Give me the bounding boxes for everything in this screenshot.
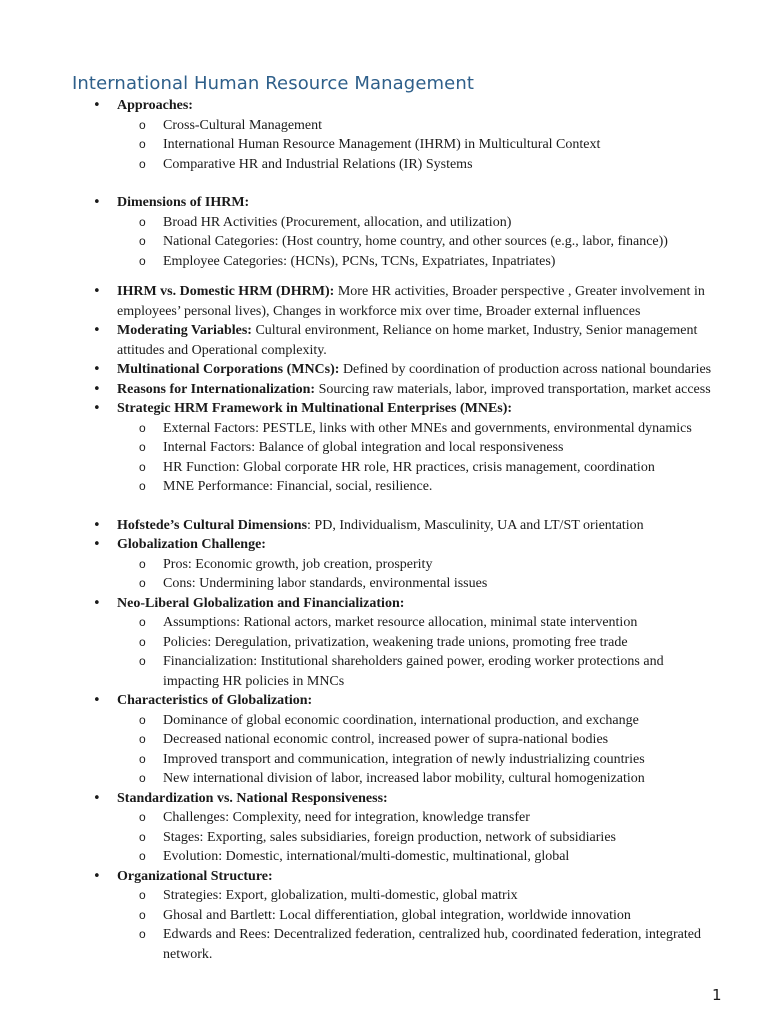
sub-item: o Improved transport and communication, integration of newly industrializing countries bbox=[163, 750, 722, 770]
page-title: International Human Resource Management bbox=[72, 73, 474, 94]
sub-item: o Assumptions: Rational actors, market resource allocation, minimal state intervention bbox=[163, 613, 722, 633]
sub-item: o Decreased national economic control, increased power of supra-national bodies bbox=[163, 730, 722, 750]
sub-item: o National Categories: (Host country, home country, and other sources (e.g., labor, finance)) bbox=[163, 232, 722, 252]
sublist bbox=[117, 419, 722, 497]
sublist bbox=[117, 555, 722, 594]
sub-item: o Broad HR Activities (Procurement, allocation, and utilization) bbox=[163, 213, 722, 233]
item-label: IHRM vs. Domestic HRM (DHRM): bbox=[117, 284, 335, 299]
sub-item: o Comparative HR and Industrial Relations (IR) Systems bbox=[163, 155, 722, 175]
outline-list bbox=[0, 96, 768, 964]
list-item-globalization-challenge bbox=[0, 535, 768, 594]
sub-item: o MNE Performance: Financial, social, resilience. bbox=[163, 477, 722, 497]
sub-item: o HR Function: Global corporate HR role, HR practices, crisis management, coordination bbox=[163, 458, 722, 478]
item-text: Defined by coordination of production across national boundaries bbox=[339, 362, 712, 377]
sub-item: o Dominance of global economic coordination, international production, and exchange bbox=[163, 711, 722, 731]
list-item-strategic-hrm bbox=[0, 399, 768, 497]
item-text: : PD, Individualism, Masculinity, UA and LT/ST orientation bbox=[307, 517, 644, 533]
list-item-standardization bbox=[0, 789, 768, 867]
sub-item: o Employee Categories: (HCNs), PCNs, TCNs, Expatriates, Inpatriates) bbox=[163, 252, 722, 272]
item-text: More HR activities, Broader perspective , Greater involvement in employees’ personal lives), Changes in workforce mix over time, Broader external influences bbox=[117, 284, 705, 319]
item-label: Approaches: bbox=[117, 98, 193, 113]
item-label: Neo-Liberal Globalization and Financialization: bbox=[117, 595, 405, 611]
item-label: Dimensions of IHRM: bbox=[117, 195, 250, 210]
list-item-neo-liberal bbox=[0, 594, 768, 692]
list-item-mncs bbox=[0, 360, 768, 380]
sub-item: o Edwards and Rees: Decentralized federation, centralized hub, coordinated federation, integrated network. bbox=[163, 925, 722, 964]
sublist bbox=[117, 213, 722, 272]
list-item-approaches bbox=[0, 96, 768, 174]
sub-item: o Challenges: Complexity, need for integration, knowledge transfer bbox=[163, 808, 722, 828]
sub-item: o Pros: Economic growth, job creation, prosperity bbox=[163, 555, 722, 575]
item-label: Standardization vs. National Responsiveness: bbox=[117, 790, 388, 806]
sub-item: o Evolution: Domestic, international/multi-domestic, multinational, global bbox=[163, 847, 722, 867]
sub-item: o International Human Resource Management (IHRM) in Multicultural Context bbox=[163, 135, 722, 155]
page-number: 1 bbox=[712, 986, 722, 1004]
item-label: Hofstede’s Cultural Dimensions bbox=[117, 517, 308, 533]
sub-item: o Policies: Deregulation, privatization, weakening trade unions, promoting free trade bbox=[163, 633, 722, 653]
sub-item: o Cons: Undermining labor standards, environmental issues bbox=[163, 574, 722, 594]
list-item-organizational-structure bbox=[0, 867, 768, 965]
sublist bbox=[117, 886, 722, 964]
item-label: Characteristics of Globalization: bbox=[117, 693, 313, 708]
sub-item: o External Factors: PESTLE, links with other MNEs and governments, environmental dynamics bbox=[163, 419, 722, 439]
list-item-moderating-variables bbox=[0, 321, 768, 360]
document-body bbox=[0, 96, 768, 964]
sublist bbox=[117, 711, 722, 789]
sub-item: o Stages: Exporting, sales subsidiaries, foreign production, network of subsidiaries bbox=[163, 828, 722, 848]
sub-item: o New international division of labor, increased labor mobility, cultural homogenization bbox=[163, 769, 722, 789]
item-label: Organizational Structure: bbox=[117, 868, 273, 884]
sublist bbox=[117, 116, 722, 175]
sub-item: o Ghosal and Bartlett: Local differentiation, global integration, worldwide innovation bbox=[163, 906, 722, 926]
sub-item: o Strategies: Export, globalization, multi-domestic, global matrix bbox=[163, 886, 722, 906]
list-item-ihrm-vs-dhrm bbox=[0, 282, 768, 321]
item-text: Sourcing raw materials, labor, improved transportation, market access bbox=[315, 381, 711, 397]
item-label: Reasons for Internationalization: bbox=[117, 381, 316, 397]
list-item-hofstede bbox=[0, 516, 768, 536]
item-label: Globalization Challenge: bbox=[117, 537, 266, 552]
sublist bbox=[117, 808, 722, 867]
sub-item: o Cross-Cultural Management bbox=[163, 116, 722, 136]
sub-item: o Internal Factors: Balance of global integration and local responsiveness bbox=[163, 438, 722, 458]
list-item-dimensions bbox=[0, 193, 768, 271]
sub-item: o Financialization: Institutional shareholders gained power, eroding worker protections and impacting HR policies in MNCs bbox=[163, 652, 722, 691]
item-text: Cultural environment, Reliance on home market, Industry, Senior management attitudes and Operational complexity. bbox=[117, 323, 698, 358]
list-item-characteristics bbox=[0, 691, 768, 789]
sublist bbox=[117, 613, 722, 691]
item-label: Strategic HRM Framework in Multinational Enterprises (MNEs): bbox=[117, 401, 513, 416]
item-label: Moderating Variables: bbox=[117, 323, 252, 338]
item-label: Multinational Corporations (MNCs): bbox=[117, 362, 340, 377]
list-item-reasons bbox=[0, 380, 768, 400]
